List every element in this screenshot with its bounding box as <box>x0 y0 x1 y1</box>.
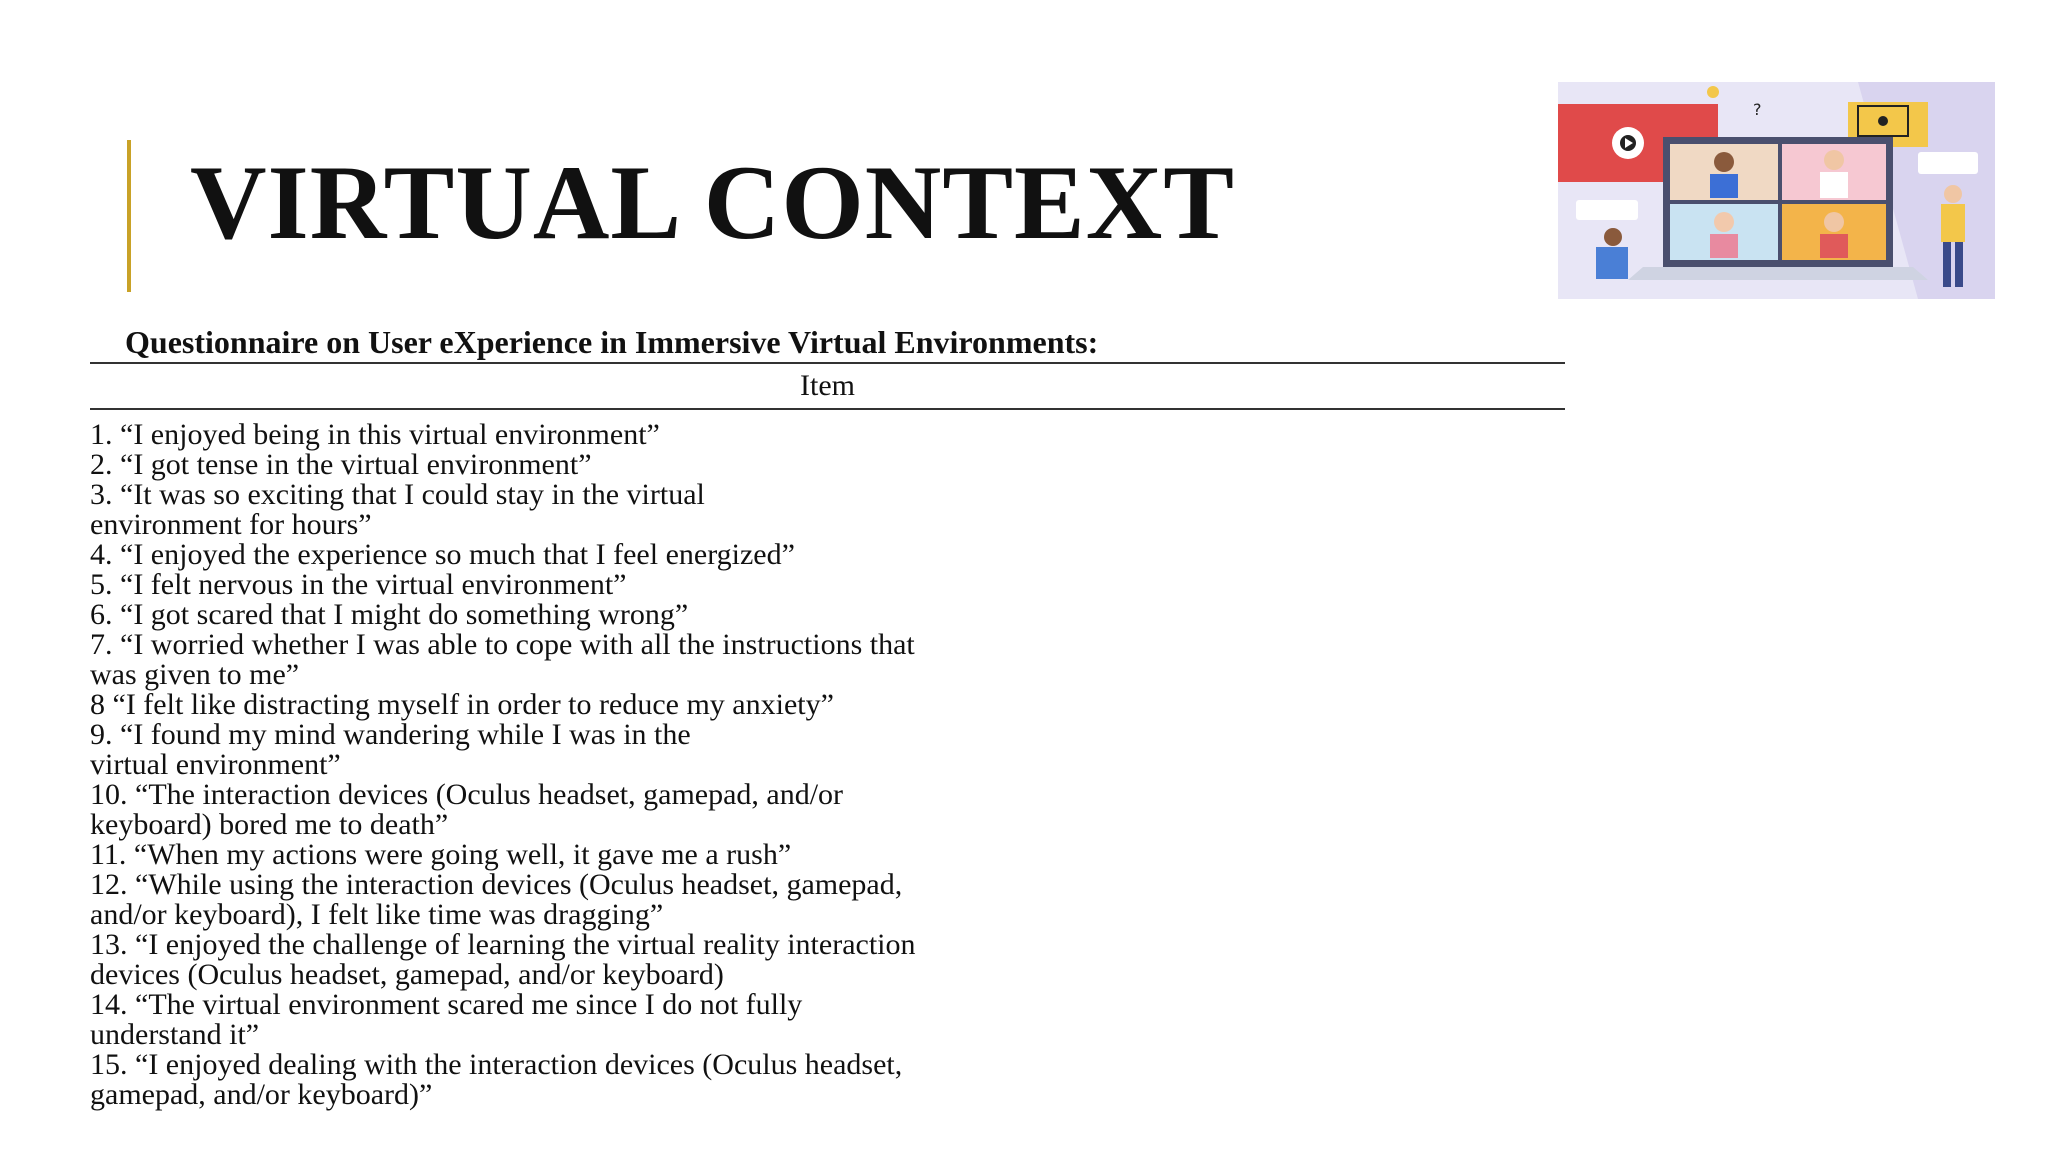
list-item: 1. “I enjoyed being in this virtual environment” <box>90 418 660 451</box>
list-item: 8 “I felt like distracting myself in order to reduce my anxiety” <box>90 688 834 721</box>
questionnaire-item-list <box>90 410 1565 1110</box>
list-item: 7. “I worried whether I was able to cope with all the instructions that <box>90 628 915 661</box>
list-item: gamepad, and/or keyboard)” <box>90 1078 433 1111</box>
questionnaire-heading: Questionnaire on User eXperience in Immersive Virtual Environments: <box>125 324 1099 360</box>
list-item: 15. “I enjoyed dealing with the interaction devices (Oculus headset, <box>90 1048 903 1081</box>
slide-title: VIRTUAL CONTEXT <box>190 144 1235 261</box>
list-item: understand it” <box>90 1018 260 1051</box>
column-header-item: Item <box>800 369 855 402</box>
list-item: 5. “I felt nervous in the virtual environment” <box>90 568 627 601</box>
list-item: 3. “It was so exciting that I could stay in the virtual <box>90 478 705 511</box>
virtual-meeting-illustration <box>1558 82 1995 299</box>
title-accent-bar <box>127 140 131 292</box>
list-item: 6. “I got scared that I might do something wrong” <box>90 598 689 631</box>
list-item: devices (Oculus headset, gamepad, and/or keyboard) <box>90 958 724 991</box>
list-item: environment for hours” <box>90 508 372 541</box>
list-item: 14. “The virtual environment scared me since I do not fully <box>90 988 803 1021</box>
svg-text:?: ? <box>1753 100 1762 119</box>
list-item: 11. “When my actions were going well, it gave me a rush” <box>90 838 792 871</box>
list-item: 4. “I enjoyed the experience so much that I feel energized” <box>90 538 795 571</box>
list-item: 10. “The interaction devices (Oculus headset, gamepad, and/or <box>90 778 844 811</box>
list-item: was given to me” <box>90 658 300 691</box>
list-item: virtual environment” <box>90 748 341 781</box>
list-item: 9. “I found my mind wandering while I was in the <box>90 718 691 751</box>
list-item: and/or keyboard), I felt like time was dragging” <box>90 898 664 931</box>
list-item: keyboard) bored me to death” <box>90 808 449 841</box>
list-item: 13. “I enjoyed the challenge of learning the virtual reality interaction <box>90 928 916 961</box>
list-item: 2. “I got tense in the virtual environment” <box>90 448 592 481</box>
list-item: 12. “While using the interaction devices (Oculus headset, gamepad, <box>90 868 903 901</box>
questionnaire-table <box>90 322 1565 1110</box>
